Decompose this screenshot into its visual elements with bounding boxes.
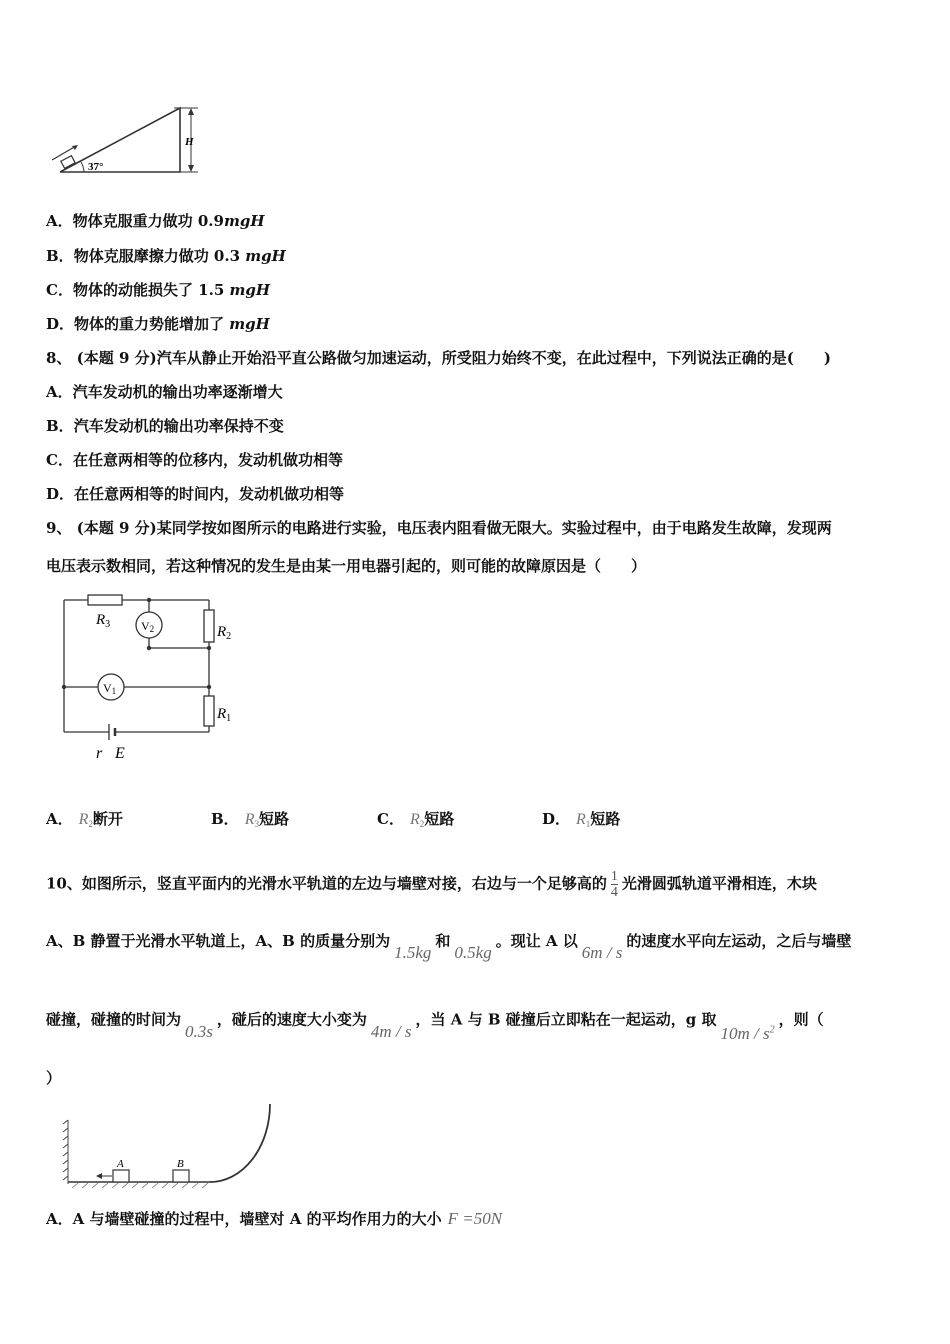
q9-stem-line1: 9、 (本题 9 分)某同学按如图所示的电路进行实验，电压表内阻看做无限大。实验过程中，由于电路发生故障，发现两 xyxy=(46,519,832,537)
q9-option-a: A． $R_2$断开 xyxy=(46,810,123,829)
height-label: H xyxy=(185,136,194,148)
block-a-label: A xyxy=(117,1158,124,1170)
q8-stem: 8、 (本题 9 分)汽车从静止开始沿平直公路做匀加速运动，所受阻力始终不变，在此过程中，下列说法正确的是( ) xyxy=(46,349,831,367)
angle-label: 37° xyxy=(88,161,104,173)
circuit-diagram xyxy=(56,590,246,770)
q7-option-a: A．物体克服重力做功 0.9mgH xyxy=(46,212,265,230)
q8-option-b: B．汽车发动机的输出功率保持不变 xyxy=(46,417,284,435)
q7-option-d: D．物体的重力势能增加了 mgH xyxy=(46,315,270,333)
label-r2: $R_2$ xyxy=(217,624,232,642)
q10-line2: A、B 静置于光滑水平轨道上，A、B 的质量分别为1.5kg和0.5kg。现让 A 以6m / s的速度水平向左运动，之后与墙壁 xyxy=(46,932,852,962)
incline-figure xyxy=(48,100,208,178)
q10-option-a: A．A 与墙壁碰撞的过程中，墙壁对 A 的平均作用力的大小 F =50N xyxy=(46,1209,503,1228)
q8-option-d: D．在任意两相等的时间内，发动机做功相等 xyxy=(46,485,345,503)
label-r3: $R_3$ xyxy=(96,612,111,630)
block-b-label: B xyxy=(177,1158,184,1170)
q7-option-c: C．物体的动能损失了 1.5 mgH xyxy=(46,281,271,299)
label-v1: V1 xyxy=(103,681,117,696)
track-figure xyxy=(60,1100,280,1190)
q9-stem-line2: 电压表示数相同，若这种情况的发生是由某一用电器引起的，则可能的故障原因是（ ） xyxy=(46,557,647,575)
q8-option-a: A．汽车发动机的输出功率逐渐增大 xyxy=(46,383,283,401)
q7-option-b: B．物体克服摩擦力做功 0.3 mgH xyxy=(46,247,286,265)
q9-option-c: C． $R_2$短路 xyxy=(377,810,455,829)
label-r1: $R_1$ xyxy=(217,706,232,724)
q10-line4: ） xyxy=(46,1069,62,1087)
q9-option-b: B． $R_3$短路 xyxy=(211,810,289,829)
label-e: E xyxy=(115,745,125,762)
q10-line1: 10、如图所示，竖直平面内的光滑水平轨道的左边与墙壁对接，右边与一个足够高的 $\frac{1}{4}$ 光滑圆弧轨道平滑相连，木块 xyxy=(46,869,817,900)
q8-option-c: C．在任意两相等的位移内，发动机做功相等 xyxy=(46,451,343,469)
q10-line3: 碰撞，碰撞的时间为0.3s，碰后的速度大小变为4m / s，当 A 与 B 碰撞后立即粘在一起运动，g 取$10m / s^2$，则（ xyxy=(46,1010,824,1043)
q9-option-d: D． $R_1$短路 xyxy=(542,810,621,829)
label-v2: V2 xyxy=(141,619,155,634)
label-r: r xyxy=(96,745,103,762)
